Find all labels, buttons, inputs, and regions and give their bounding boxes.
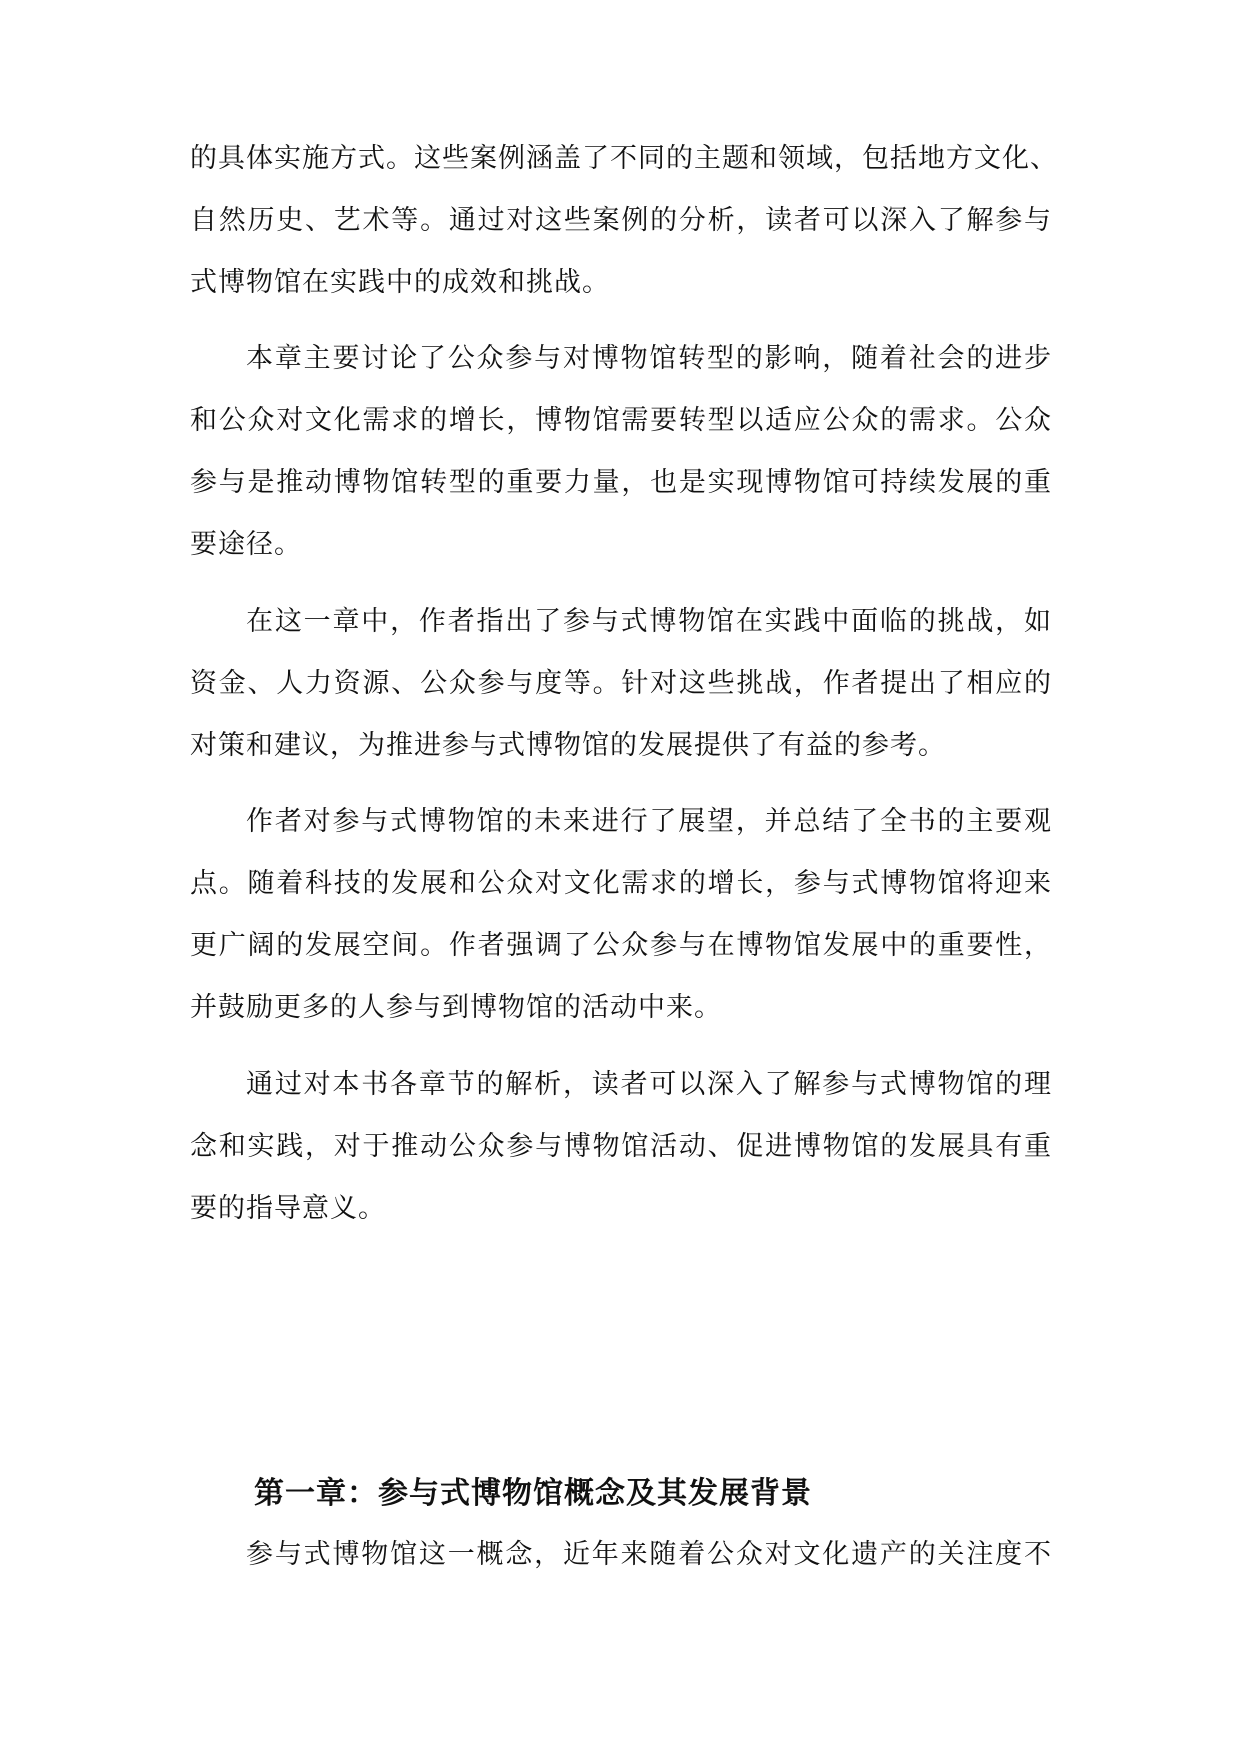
text-line: 参与是推动博物馆转型的重要力量，也是实现博物馆可持续发展的重 <box>190 467 1052 498</box>
text-line: 在这一章中，作者指出了参与式博物馆在实践中面临的挑战，如 <box>246 606 1052 637</box>
text-line: 式博物馆在实践中的成效和挑战。 <box>190 267 610 298</box>
text-line: 自然历史、艺术等。通过对这些案例的分析，读者可以深入了解参与 <box>190 205 1052 236</box>
text-line: 资金、人力资源、公众参与度等。针对这些挑战，作者提出了相应的 <box>190 668 1052 699</box>
text-line: 点。随着科技的发展和公众对文化需求的增长，参与式博物馆将迎来 <box>190 868 1052 899</box>
text-line: 作者对参与式博物馆的未来进行了展望，并总结了全书的主要观 <box>246 806 1052 837</box>
text-line: 要的指导意义。 <box>190 1193 386 1224</box>
text-line: 和公众对文化需求的增长，博物馆需要转型以适应公众的需求。公众 <box>190 405 1052 436</box>
text-line: 参与式博物馆这一概念，近年来随着公众对文化遗产的关注度不 <box>246 1539 1052 1570</box>
text-line: 的具体实施方式。这些案例涵盖了不同的主题和领域，包括地方文化、 <box>190 143 1058 174</box>
chapter-heading: 第一章：参与式博物馆概念及其发展背景 <box>254 1476 812 1511</box>
text-line: 本章主要讨论了公众参与对博物馆转型的影响，随着社会的进步 <box>246 343 1052 374</box>
text-line: 对策和建议，为推进参与式博物馆的发展提供了有益的参考。 <box>190 730 946 761</box>
text-line: 并鼓励更多的人参与到博物馆的活动中来。 <box>190 992 722 1023</box>
text-line: 更广阔的发展空间。作者强调了公众参与在博物馆发展中的重要性， <box>190 930 1052 961</box>
text-line: 要途径。 <box>190 529 302 560</box>
text-line: 念和实践，对于推动公众参与博物馆活动、促进博物馆的发展具有重 <box>190 1131 1052 1162</box>
text-line: 通过对本书各章节的解析，读者可以深入了解参与式博物馆的理 <box>246 1069 1052 1100</box>
